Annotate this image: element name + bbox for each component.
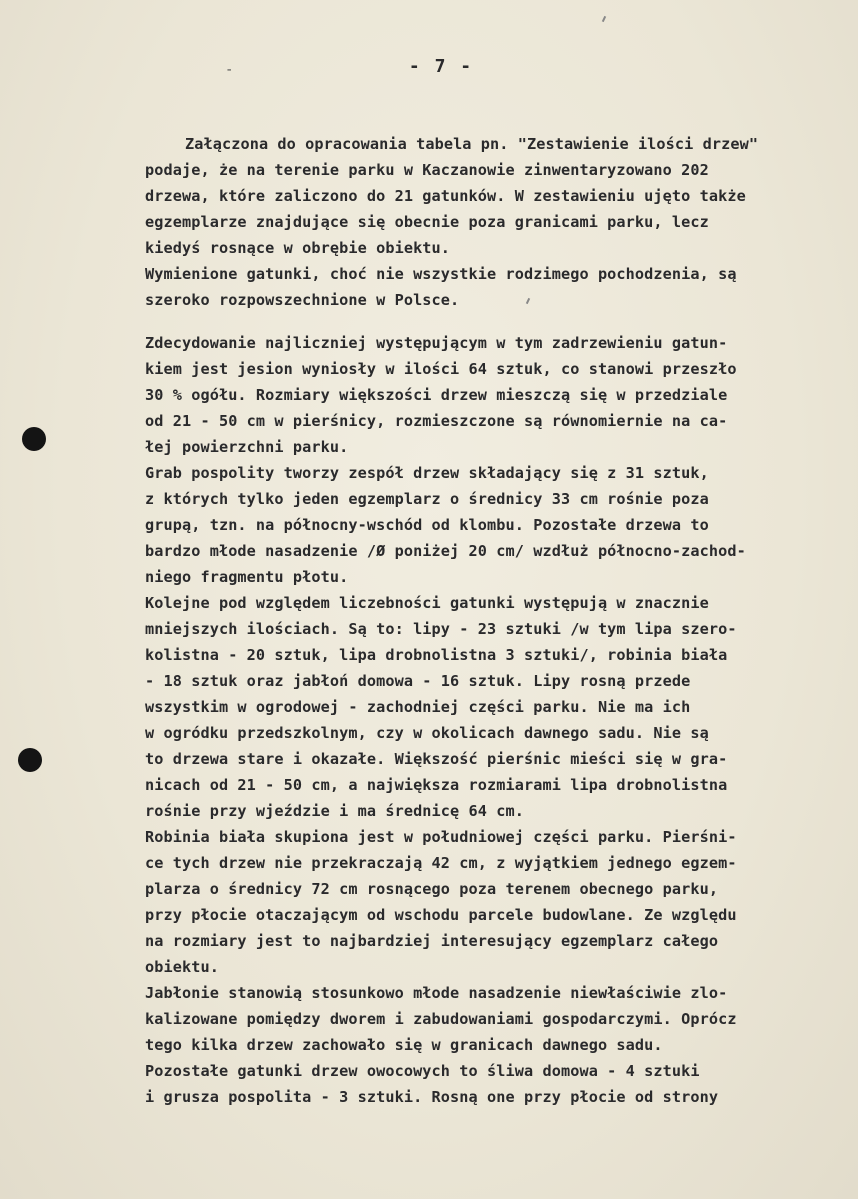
text-line: Załączona do opracowania tabela pn. "Zestawienie ilości drzew" <box>185 135 759 153</box>
text-line: - 18 sztuk oraz jabłoń domowa - 16 sztuk. Lipy rosną przede <box>145 672 691 690</box>
text-line: grupą, tzn. na północny-wschód od klombu. Pozostałe drzewa to <box>145 516 709 534</box>
text-line: w ogródku przedszkolnym, czy w okolicach dawnego sadu. Nie są <box>145 724 709 742</box>
text-line: ce tych drzew nie przekraczają 42 cm, z wyjątkiem jednego egzem- <box>145 854 737 872</box>
paper-speck <box>602 16 606 22</box>
text-line: łej powierzchni parku. <box>145 438 349 456</box>
page-number: - 7 - <box>408 56 474 77</box>
text-line: wszystkim w ogrodowej - zachodniej części parku. Nie ma ich <box>145 698 691 716</box>
document-body <box>145 131 845 1110</box>
text-line: przy płocie otaczającym od wschodu parcele budowlane. Ze względu <box>145 906 737 924</box>
text-line: tego kilka drzew zachowało się w granicach dawnego sadu. <box>145 1036 663 1054</box>
text-line: z których tylko jeden egzemplarz o średnicy 33 cm rośnie poza <box>145 490 709 508</box>
text-line: mniejszych ilościach. Są to: lipy - 23 sztuki /w tym lipa szero- <box>145 620 737 638</box>
text-line: kiem jest jesion wyniosły w ilości 64 sztuk, co stanowi przeszło <box>145 360 737 378</box>
text-line: kiedyś rosnące w obrębie obiektu. <box>145 239 451 257</box>
text-line: drzewa, które zaliczono do 21 gatunków. W zestawieniu ujęto także <box>145 187 746 205</box>
text-line: od 21 - 50 cm w pierśnicy, rozmieszczone są równomiernie na ca- <box>145 412 728 430</box>
text-line: podaje, że na terenie parku w Kaczanowie zinwentaryzowano 202 <box>145 161 709 179</box>
text-line: Robinia biała skupiona jest w południowej części parku. Pierśni- <box>145 828 737 846</box>
margin-dash: - <box>225 62 234 78</box>
text-line: i grusza pospolita - 3 sztuki. Rosną one przy płocie od strony <box>145 1088 719 1106</box>
punch-hole-upper <box>22 427 46 451</box>
text-line: niego fragmentu płotu. <box>145 568 349 586</box>
text-line: na rozmiary jest to najbardziej interesujący egzemplarz całego <box>145 932 719 950</box>
text-line: rośnie przy wjeździe i ma średnicę 64 cm. <box>145 802 524 820</box>
text-line: szeroko rozpowszechnione w Polsce. <box>145 291 460 309</box>
text-line: Pozostałe gatunki drzew owocowych to śliwa domowa - 4 sztuki <box>145 1062 700 1080</box>
text-line: nicach od 21 - 50 cm, a największa rozmiarami lipa drobnolistna <box>145 776 728 794</box>
text-line: kalizowane pomiędzy dworem i zabudowaniami gospodarczymi. Oprócz <box>145 1010 737 1028</box>
text-line: Zdecydowanie najliczniej występującym w tym zadrzewieniu gatun- <box>145 334 728 352</box>
text-line: Wymienione gatunki, choć nie wszystkie rodzimego pochodzenia, są <box>145 265 737 283</box>
paragraph-gap <box>145 313 845 330</box>
text-line: bardzo młode nasadzenie /Ø poniżej 20 cm/ wzdłuż północno-zachod- <box>145 542 746 560</box>
punch-hole-lower <box>18 748 42 772</box>
text-line: to drzewa stare i okazałe. Większość pierśnic mieści się w gra- <box>145 750 728 768</box>
text-line: plarza o średnicy 72 cm rosnącego poza terenem obecnego parku, <box>145 880 719 898</box>
text-line: kolistna - 20 sztuk, lipa drobnolistna 3 sztuki/, robinia biała <box>145 646 728 664</box>
text-line: obiektu. <box>145 958 219 976</box>
text-line: Jabłonie stanowią stosunkowo młode nasadzenie niewłaściwie zlo- <box>145 984 728 1002</box>
text-line: 30 % ogółu. Rozmiary większości drzew mieszczą się w przedziale <box>145 386 728 404</box>
text-line: Kolejne pod względem liczebności gatunki występują w znacznie <box>145 594 709 612</box>
text-line: Grab pospolity tworzy zespół drzew składający się z 31 sztuk, <box>145 464 709 482</box>
text-line: egzemplarze znajdujące się obecnie poza granicami parku, lecz <box>145 213 709 231</box>
